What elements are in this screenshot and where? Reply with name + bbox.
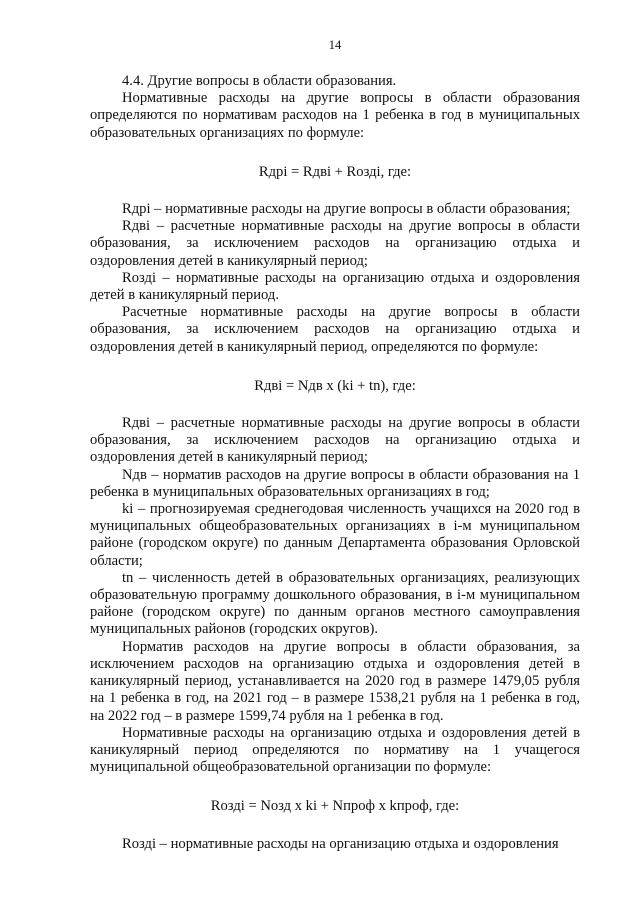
paragraph: Нормативные расходы на другие вопросы в области образования определяются по нормативам расходов на 1 ребенка в год в муниципальных образовательных организациях по формуле:	[90, 90, 580, 141]
paragraph: ki – прогнозируемая среднегодовая численность учащихся на 2020 год в муниципальных общеобразовательных организациях в i-м муниципальном районе (городском округе) по данным Департамента образования Орловской области;	[90, 501, 580, 569]
paragraph: Нормативные расходы на организацию отдыха и оздоровления детей в каникулярный период определяются по нормативу на 1 учащегося муниципальной общеобразовательной организации по формуле:	[90, 724, 580, 776]
formula: Rдвi = Nдв x (ki + tn), где:	[254, 377, 416, 394]
paragraph: Nдв – норматив расходов на другие вопросы в области образования на 1 ребенка в муниципальных образовательных организациях в год;	[90, 466, 580, 500]
paragraph: tn – численность детей в образовательных организациях, реализующих образовательную программу дошкольного образования, в i-м муниципальном районе (городском округе) по данным органов местного самоуправления муниципальных районов (городских округов).	[90, 569, 580, 638]
formula: Rдрi = Rдвi + Rоздi, где:	[258, 163, 412, 180]
document-body	[90, 73, 580, 853]
paragraph: Расчетные нормативные расходы на другие вопросы в области образования, за исключением расходов на организацию отдыха и оздоровления детей в каникулярный период, определяются по формуле:	[90, 304, 580, 355]
paragraph: Rдрi – нормативные расходы на другие вопросы в области образования;	[122, 201, 571, 218]
paragraph: Rоздi – нормативные расходы на организацию отдыха и оздоровления детей в каникулярный период.	[90, 269, 580, 304]
paragraph: Rдвi – расчетные нормативные расходы на другие вопросы в области образования, за исключением расходов на организацию отдыха и оздоровления детей в каникулярный период;	[90, 415, 580, 466]
page-number: 14	[328, 38, 342, 52]
paragraph: Rоздi – нормативные расходы на организацию отдыха и оздоровления	[122, 835, 559, 852]
paragraph: Rдвi – расчетные нормативные расходы на другие вопросы в области образования, за исключением расходов на организацию отдыха и оздоровления детей в каникулярный период;	[90, 218, 580, 269]
formula: Rоздi = Nозд x ki + Nпроф x kпроф, где:	[210, 798, 460, 815]
paragraph: Норматив расходов на другие вопросы в области образования, за исключением расходов на организацию отдыха и оздоровления детей в каникулярный период, устанавливается на 2020 год в размере 1479,05 рубля на 1 ребенка в год, на 2021 год – в размере 1538,21 рубля на 1 ребенка в год, на 2022 год – в размере 1599,74 рубля на 1 ребенка в год.	[90, 638, 580, 724]
section-heading: 4.4. Другие вопросы в области образования.	[122, 73, 397, 89]
